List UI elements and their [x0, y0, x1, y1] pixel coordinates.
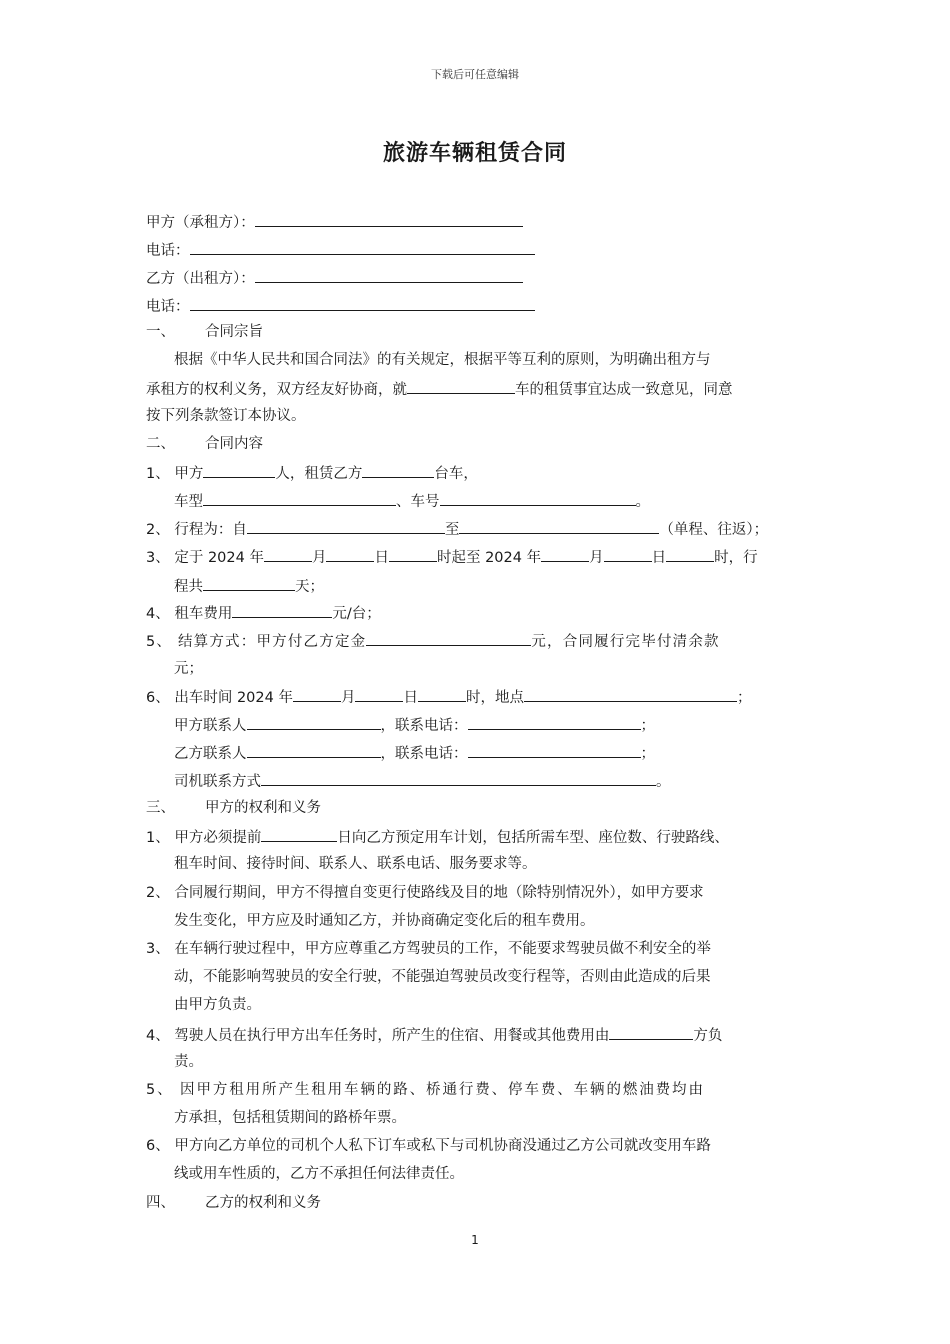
fee-blank[interactable]	[232, 602, 332, 618]
section-1-p2	[146, 378, 733, 400]
item-num: 5、	[146, 634, 173, 650]
item-text: 行程为：自	[174, 522, 247, 538]
item-num: 6、	[146, 690, 170, 706]
item-text: （单程、往返）；	[659, 522, 769, 538]
item-text: 甲方必须提前	[174, 830, 262, 846]
party-b-contact-blank[interactable]	[247, 742, 381, 758]
section-3-title: 甲方的权利和义务	[205, 800, 321, 816]
section-3-item-2-cont: 发生变化，甲方应及时通知乙方，并协商确定变化后的租车费用。	[174, 913, 595, 929]
days-blank[interactable]	[203, 575, 295, 591]
item-num: 4、	[146, 606, 170, 622]
car-model-blank[interactable]	[203, 490, 396, 506]
plate-blank[interactable]	[440, 490, 636, 506]
item-text: 。	[656, 774, 671, 790]
phone-b-label: 电话：	[146, 299, 190, 315]
party-b-contact-phone-blank[interactable]	[468, 742, 641, 758]
cars-blank[interactable]	[362, 462, 434, 478]
item-text: 驾驶人员在执行甲方出车任务时，所产生的住宿、用餐或其他费用由	[174, 1028, 610, 1044]
item-text: ，联系电话：	[380, 746, 468, 762]
item-text: 台车，	[434, 466, 478, 482]
item-text: 日	[374, 550, 389, 566]
item-text: 时起至 2024 年	[436, 550, 542, 566]
item-text: 月	[589, 550, 604, 566]
party-a-contact-phone-blank[interactable]	[468, 714, 641, 730]
item-text: 天；	[295, 579, 324, 595]
section-2-item-5	[146, 630, 720, 652]
section-3-item-5-cont: 方承担，包括租赁期间的路桥年票。	[174, 1110, 406, 1126]
phone-a-line	[146, 239, 535, 261]
section-1-p2b: 车的租赁事宜达成一致意见，同意	[515, 382, 733, 398]
party-b-line	[146, 267, 523, 289]
item-text: 甲方	[174, 466, 204, 482]
section-2-item-4	[146, 602, 381, 624]
section-3-item-6	[146, 1136, 711, 1156]
item-text: ；	[736, 690, 752, 706]
start-month-blank[interactable]	[264, 546, 312, 562]
section-2-item-2	[146, 518, 768, 540]
item-text: 。	[635, 494, 650, 510]
section-2-item-1	[146, 462, 478, 484]
item-text: 日	[403, 690, 418, 706]
section-1-p1: 根据《中华人民共和国合同法》的有关规定，根据平等互利的原则，为明确出租方与	[174, 352, 711, 368]
phone-b-line	[146, 295, 535, 317]
section-3-item-5	[146, 1080, 705, 1100]
party-a-blank[interactable]	[255, 211, 523, 227]
item-text: ，联系电话：	[380, 718, 468, 734]
section-1-title: 合同宗旨	[205, 324, 263, 340]
driver-contact-blank[interactable]	[261, 770, 656, 786]
section-2-item-3-cont	[174, 575, 324, 597]
section-2-item-5-cont: 元；	[174, 661, 203, 677]
item-text: 日	[651, 550, 667, 566]
vehicle-blank[interactable]	[407, 378, 515, 394]
section-1-p3: 按下列条款签订本协议。	[146, 408, 306, 424]
item-text: 时，行	[714, 550, 758, 566]
item-num: 2、	[146, 885, 170, 901]
item-text: 出车时间 2024 年	[174, 690, 293, 706]
item-text: 方负	[693, 1028, 723, 1044]
item-text: 时，地点	[465, 690, 524, 706]
document-title: 旅游车辆租赁合同	[382, 141, 567, 166]
item-text: 在车辆行驶过程中，甲方应尊重乙方驾驶员的工作，不能要求驾驶员做不利安全的举	[174, 941, 711, 957]
item-text: 元/台；	[332, 606, 381, 622]
item-text: 月	[340, 690, 356, 706]
item-text: 月	[311, 550, 327, 566]
item-num: 4、	[146, 1028, 170, 1044]
section-3-item-4	[146, 1024, 722, 1046]
phone-a-blank[interactable]	[190, 239, 535, 255]
depart-month-blank[interactable]	[293, 686, 341, 702]
section-4-num: 四、	[146, 1195, 175, 1211]
advance-days-blank[interactable]	[261, 826, 337, 842]
section-4-heading	[146, 1193, 321, 1213]
driver-contact-line	[174, 770, 671, 792]
section-2-title: 合同内容	[205, 436, 263, 452]
section-1-heading	[146, 322, 263, 342]
item-text: 程共	[174, 579, 203, 595]
people-blank[interactable]	[203, 462, 275, 478]
section-3-item-3-cont1: 动，不能影响驾驶员的安全行驶，不能强迫驾驶员改变行程等，否则由此造成的后果	[174, 969, 711, 985]
item-text: 司机联系方式	[174, 774, 261, 790]
item-text: 结算方式：甲方付乙方定金	[177, 634, 367, 650]
section-3-item-3	[146, 939, 711, 959]
phone-a-label: 电话：	[146, 243, 190, 259]
section-3-item-2	[146, 883, 704, 903]
section-2-item-3	[146, 546, 758, 568]
item-text: 日向乙方预定用车计划，包括所需车型、座位数、行驶路线、	[337, 830, 729, 846]
end-hour-blank[interactable]	[666, 546, 714, 562]
party-a-contact-line	[174, 714, 655, 736]
party-b-contact-line	[174, 742, 655, 764]
phone-b-blank[interactable]	[190, 295, 535, 311]
end-day-blank[interactable]	[604, 546, 652, 562]
section-3-item-3-cont2: 由甲方负责。	[174, 997, 261, 1013]
item-text: 元，合同履行完毕付清余款	[531, 634, 720, 650]
depart-day-blank[interactable]	[355, 686, 403, 702]
item-text: ；	[640, 718, 655, 734]
item-text: 至	[444, 522, 460, 538]
section-3-heading	[146, 798, 321, 818]
section-4-title: 乙方的权利和义务	[205, 1195, 321, 1211]
from-blank[interactable]	[247, 518, 445, 534]
item-text: 人，租赁乙方	[275, 466, 363, 482]
item-text: 合同履行期间，甲方不得擅自变更行使路线及目的地（除特别情况外），如甲方要求	[174, 885, 704, 901]
section-2-num: 二、	[146, 436, 175, 452]
section-2-item-6	[146, 686, 751, 708]
item-text: 车型	[174, 494, 203, 510]
depart-hour-blank[interactable]	[418, 686, 466, 702]
section-2-item-1-cont	[174, 490, 650, 512]
section-3-item-1	[146, 826, 729, 848]
section-1-num: 一、	[146, 324, 175, 340]
to-blank[interactable]	[459, 518, 659, 534]
start-hour-blank[interactable]	[389, 546, 437, 562]
location-blank[interactable]	[524, 686, 737, 702]
start-day-blank[interactable]	[326, 546, 374, 562]
party-a-contact-blank[interactable]	[247, 714, 381, 730]
section-3-item-4-cont: 责。	[174, 1054, 203, 1070]
item-text: ；	[640, 746, 655, 762]
item-num: 2、	[146, 522, 170, 538]
party-a-line	[146, 211, 523, 233]
party-b-blank[interactable]	[255, 267, 523, 283]
deposit-blank[interactable]	[366, 630, 531, 646]
item-num: 6、	[146, 1138, 170, 1154]
item-text: 定于 2024 年	[174, 550, 264, 566]
item-num: 5、	[146, 1082, 174, 1098]
item-num: 1、	[146, 466, 170, 482]
item-text: 租车费用	[174, 606, 233, 622]
expense-party-blank[interactable]	[609, 1024, 693, 1040]
section-3-item-1-cont: 租车时间、接待时间、联系人、联系电话、服务要求等。	[174, 856, 537, 872]
party-a-label: 甲方（承租方）：	[146, 215, 255, 231]
item-text: 乙方联系人	[174, 746, 247, 762]
item-text: 因甲方租用所产生租用车辆的路、桥通行费、停车费、车辆的燃油费均由	[180, 1082, 705, 1098]
item-text: 甲方联系人	[174, 718, 247, 734]
item-num: 1、	[146, 830, 170, 846]
page-number: 1	[471, 1233, 479, 1247]
party-b-label: 乙方（出租方）：	[146, 271, 255, 287]
end-month-blank[interactable]	[541, 546, 589, 562]
section-3-item-6-cont: 线或用车性质的，乙方不承担任何法律责任。	[174, 1166, 464, 1182]
page-header: 下载后可任意编辑	[431, 68, 519, 81]
section-2-heading	[146, 434, 263, 454]
item-text: 、车号	[396, 494, 440, 510]
section-1-p2a: 承租方的权利义务，双方经友好协商，就	[146, 382, 407, 398]
item-num: 3、	[146, 550, 170, 566]
item-num: 3、	[146, 941, 170, 957]
section-3-num: 三、	[146, 800, 175, 816]
item-text: 甲方向乙方单位的司机个人私下订车或私下与司机协商没通过乙方公司就改变用车路	[174, 1138, 711, 1154]
